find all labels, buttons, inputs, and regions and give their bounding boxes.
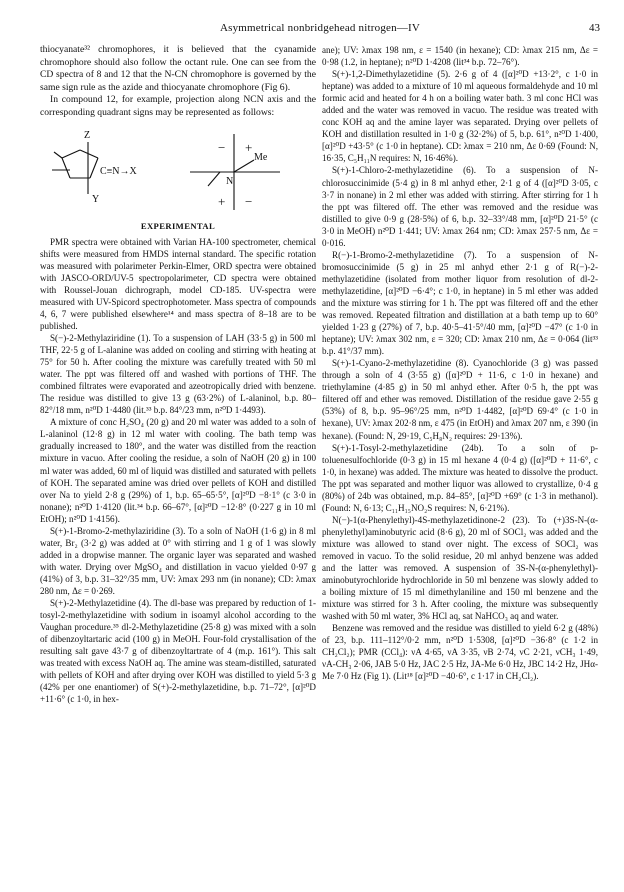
compound-6-paragraph: S(+)-1-Chloro-2-methylazetidine (6). To a suspension of N-chlorosuccinimide (5·4 g) in 8 ml anhyd ether, 2·1 g of 4 ([α]²⁰D 3·05, c 3·7 in nonane) in 2 ml ether was added with stirring. After stirring for 1 h the ppt was filtered off. The ether was removed and the residue was distilled to give 0·9 g (28·5%) of 6, b.p. 32–33°/48 mm, [α]²⁰D 21·5° (c 3·0 in MeOH) n²⁰D 1·441; UV: λmax 264 nm; CD: λmax 257·5 nm, Δε = 0·016. bbox=[322, 165, 598, 248]
quadrant-sign-top-left: − bbox=[218, 139, 226, 155]
y-axis-label: Y bbox=[92, 193, 100, 205]
nitrogen-label: N bbox=[226, 175, 234, 187]
compound-1-paragraph: S(−)-2-Methylaziridine (1). To a suspension of LAH (33·5 g) in 500 ml THF, 22·5 g of L-alanine was added on cooling and stirring with heating at 75° for 50 h. After cooling the mixture was carefully treated with 50 ml water. The ppt was filtered off and washed with portions of THF. The combined filtrates were evaporated and azeotropically dried with benzene. The residue was distilled to give 13 g (63·2%) of L-alaninol, b.p. 80–82°/18 mm, n²⁰D 1·4480 (lit.³³ b.p. 84°/23 mm, n²⁰D 1·4493). bbox=[40, 332, 316, 416]
methods-paragraph: PMR spectra were obtained with Varian HA-100 spectrometer, chemical shifts were measured from HMDS internal standard. The specific rotation was measured with polarimeter Perkin-Elmer, ORD spectra were obtained with JASCO-ORD/UV-5 spectropolarimeter, CD spectra were obtained with Roussel-Jouan dichrograph, model CD-185. UV-spectra were measured with UV-Spicord spectrophotometer. Mass spectra of compounds 4, 6, 7 were published elsewhere¹⁴ and mass spectra of 8–18 are to be published. bbox=[40, 236, 316, 331]
running-title: Asymmetrical nonbridgehead nitrogen—IV bbox=[219, 22, 421, 34]
z-axis-label: Z bbox=[84, 129, 91, 141]
quadrant-sign-bottom-right: − bbox=[245, 193, 253, 209]
quadrant-projection-figure bbox=[40, 122, 316, 214]
page-number: 43 bbox=[589, 22, 600, 34]
left-column bbox=[40, 44, 316, 705]
nitrile-label: C≡N→X bbox=[100, 165, 137, 177]
compound-23-paragraph: N(−)-1(α-Phenylethyl)-4S-methylazetidinone-2 (23). To (+)3S-N-(α-phenylethyl)aminobutyric acid (8·6 g), 20 ml of SOCl₂ was added and the mixture was allowed to stand over night. The excess of SOCl₂ was removed in vacuo. To the solid residue, 20 ml anhyd benzene was added and the latter was removed. A suspension of 3S-N-(α-phenylethyl)-aminobutyrochloride hydrochloride in 50 ml benzene was slowly added to a boiling mixture of 15 ml dimethylaniline and 150 ml benzene and the mixture was stirred for 3 h. After cooling, the mixture was subsequently washed with 50 ml water, 3% HCl aq, sat NaHCO₃ aq and water. bbox=[322, 514, 598, 622]
compound-4-paragraph: S(+)-2-Methylazetidine (4). The dl-base was prepared by reduction of 1-tosyl-2-methylazetidine with sodium in isoamyl alcohol according to the Vaughan procedure.³⁵ dl-2-Methylazetidine (25·8 g) was mixed with a soln of dibenzoyltartaric acid (100 g) in MeOH. Four-fold crystallisation of the resulting salt gave 43·7 g of dibenzoyltartrate of 4 (m.p. 161°). This salt was treated with excess NaOH aq. The amine was steam-distilled, saturated with pellets of KOH and after drying over KOH was distilled to yield 5·3 g (42% per one enantiomer) of S(+)-2-methylazetidine, b.p. 71–72°, [α]²⁰D +11·6° (c 1·0, in hex- bbox=[40, 598, 316, 705]
intro-paragraph-2: In compound 12, for example, projection along NCN axis and the corresponding quadrant signs may be represented as follows: bbox=[40, 94, 316, 118]
compound-7-paragraph: R(−)-1-Bromo-2-methylazetidine (7). To a suspension of N-bromosuccinimide (5 g) in 25 ml anhyd ether 2·1 g of R(−)-2-methylazetidine (isolated from mother liquor from resolution of dl-2-methylazetidine, [α]²⁰D −6·4°; c 1·0, in heptane) in 5 ml ether was added and the mixture was stirring for 1 h. The ppt was filtered off and the ether was removed. Repeated filtration and distillation at a bath temp up to 60° yielded 1·23 g (27%) of 7, b.p. 40·5–41·5°/40 mm, [α]²⁰D −47° (c 1·0 in heptane); UV: λmax 302 nm, ε = 320; CD: λmax 210 nm, Δε = 0·064 (lit³³ b.p. 41°/37 mm). bbox=[322, 249, 598, 357]
compound-5-paragraph: S(+)-1,2-Dimethylazetidine (5). 2·6 g of 4 ([α]²⁰D +13·2°, c 1·0 in heptane) was added to a mixture of 10 ml aqueous formaldehyde and 10 ml formic acid and heated for 4 h on a boiling water bath. 3 ml conc HCl was added and the water was removed in vacuo. The residue was treated with conc KOH aq and the amine layer was separated. Drying over pellets of KOH and distillation resulted in 1·0 g (32·2%) of 5, b.p. 61°, n²⁰D 1·400, [α]²⁰D +43·5° (c 1·0 in heptane). CD: λmax = 210 nm, Δε 0·69 (Found: N, 16·35, C₅H₁₁N requires: N, 16·46%). bbox=[322, 69, 598, 164]
compound-1-continued-paragraph: A mixture of conc H₂SO₄ (20 g) and 20 ml water was added to a soln of L-alaninol (12·8 g) in 12 ml water with cooling. The bath temp was gradually increased to 180°, and the water was distilled from the reaction mixture in vacuo. After cooling the residue, a soln of NaOH (20 g) in 100 ml water was added, 60 ml of liquid was distilled and saturated with pellets of KOH. The separated amine was dried over pellets of KOH and distilled over Na to yield 2·8 g (29%) of 1, b.p. 65–65·5°, [α]²⁰D −8·1° (c 3·0 in nonane); n²⁰D 1·4120 (lit.³⁴ b.p. 66–67°, [α]²⁰D −12·8° (0·227 g in 10 ml EtOH); n²⁰D 1·4156). bbox=[40, 417, 316, 524]
compound-24b-paragraph: S(+)-1-Tosyl-2-methylazetidine (24b). To a soln of p-toluenesulfochloride (0·3 g) in 15 ml hexane 4 (0·4 g) ([α]²⁰D + 11·6°, c 1·0, in hexane) was added. The mixture was heated to dissolve the product. The ppt was separated and mother liquor was allowed to crystallize, 0·4 g (80%) of 24b was obtained, m.p. 84–85°, [α]²⁰D +69° (c 1·3 in methanol). (Found: N, 6·13; C₁₁H₁₅NO₂S requires: N, 6·21%). bbox=[322, 442, 598, 513]
structure-diagram bbox=[40, 122, 316, 214]
right-column bbox=[322, 44, 598, 682]
compound-23-continued-paragraph: Benzene was removed and the residue was distilled to yield 6·2 g (48%) of 23, b.p. 111–112°/0·2 mm, n²⁰D 1·5308, [α]²⁰D −36·8° (c 1·2 in CH₂Cl₂); PMR (CCl₄): νA 4·65, νA 3·35, νB 2·74, νC 2·21, νCH₃ 1·49, νA-CH₃ 2·06, JAB 5·0 Hz, JAC 2·5 Hz, JA-Me 6·0 Hz, JBC 14·2 Hz, JHα-Me 7·0 Hz (Fig 1). (Lit¹⁸ [α]²⁰D −40·6°, c 1·17 in CH₂Cl₂). bbox=[322, 623, 598, 682]
experimental-heading: EXPERIMENTAL bbox=[140, 220, 216, 231]
compound-4-continued-paragraph: ane); UV: λmax 198 nm, ε = 1540 (in hexane); CD: λmax 215 nm, Δε = 0·98 (1.2, in heptane); n²⁰D 1·4208 (lit³⁴ b.p. 72–76°). bbox=[322, 45, 598, 68]
quadrant-sign-top-right: + bbox=[245, 139, 253, 155]
page-header bbox=[40, 22, 600, 36]
compound-3-paragraph: S(+)-1-Bromo-2-methylaziridine (3). To a soln of NaOH (1·6 g) in 8 ml water, Br₂ (3·2 g) was added at 0° with stirring and 1 g of 1 was slowly added in a dropwise manner. The organic layer was separated and washed with water. Drying over MgSO₄ and distillation in vacuo yielded 0·97 g (41%) of 3, b.p. 31–32°/35 mm, UV: λmax 293 nm (in nonane); CD: λmax 280 nm, Δε = 0·269. bbox=[40, 525, 316, 596]
intro-paragraph-1: thiocyanate³² chromophores, it is believed that the cyanamide chromophore should also follow the octant rule. One can see from the CD spectra of 8 and 12 that the N-CN chromophore is governed by the same sign rule as the azide and thiocyanate chromophore (Fig 6). bbox=[40, 44, 316, 93]
compound-8-paragraph: S(+)-1-Cyano-2-methylazetidine (8). Cyanochloride (3 g) was passed through a soln of 4 (3·55 g) ([α]²⁰D + 11·6, c 1·0 in hexane) and triethylamine (4·85 g) in 50 ml anhyd ether. After 0·5 h, the ppt was filtered off and ether was removed. Distillation of the residue gave 2·55 g (53%) of 8, b.p. 95–96°/25 mm, n²⁰D 1·4482, [α]²⁰D 69·4° (c 1·0 in hexane), UV: λmax 202·8 nm, ε 475 (in EtOH) and λmax 207 nm, ε 390 (in hexane). (Found: N, 29·19, C₅H₈N₂ requires: 29·13%). bbox=[322, 358, 598, 441]
quadrant-sign-bottom-left: + bbox=[218, 193, 226, 209]
methyl-label: Me bbox=[254, 151, 268, 163]
